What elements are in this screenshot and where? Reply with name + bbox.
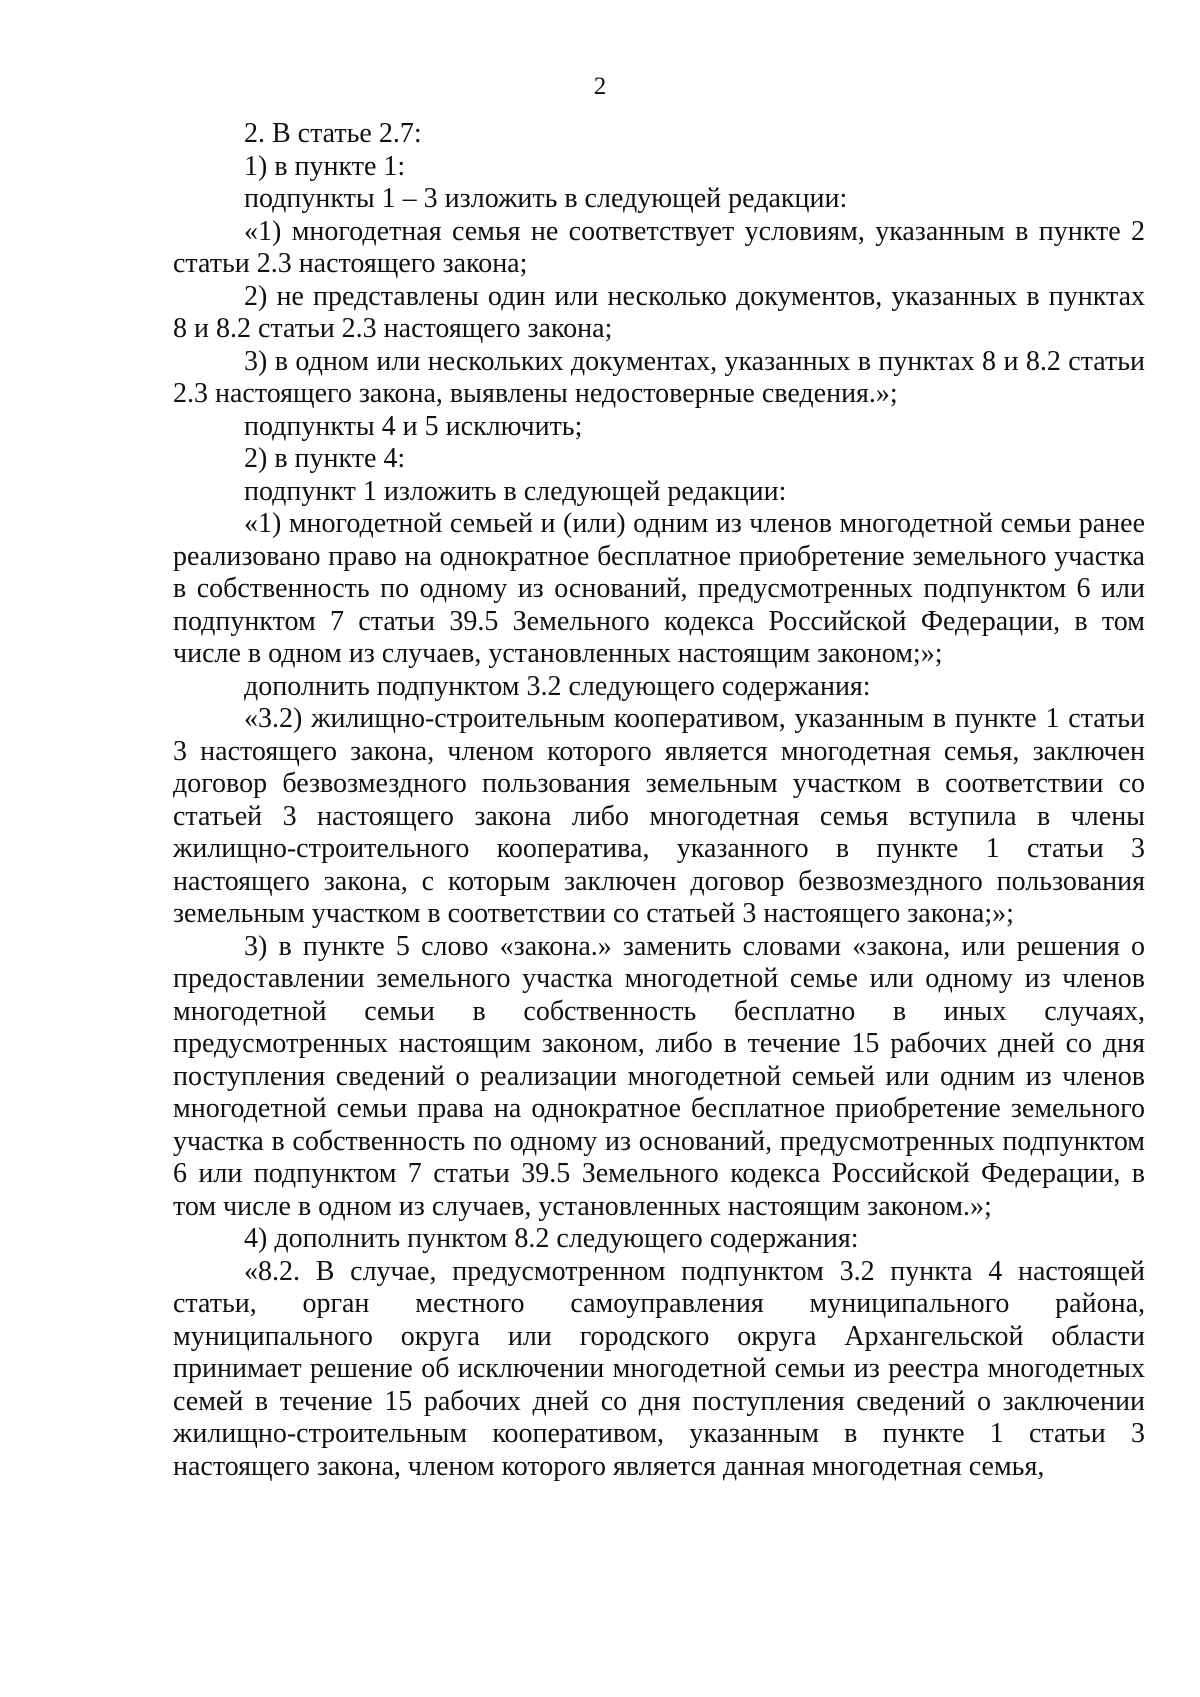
paragraph-subitem-1-intro: подпункт 1 изложить в следующей редакции:	[244, 475, 787, 507]
paragraph-subitems-4-5-exclude: подпункты 4 и 5 исключить;	[244, 410, 583, 442]
paragraph-item-4-heading: 2) в пункте 4:	[244, 443, 406, 474]
paragraph-subitems-1-3-intro: подпункты 1 – 3 изложить в следующей редакции:	[244, 183, 848, 214]
paragraph-subitem-3: 3) в одном или нескольких документах, указанных в пунктах 8 и 8.2 статьи 2.3 настоящего закона, выявлены недостоверные сведения.»;	[173, 345, 1145, 409]
paragraph-item-5-amendment: 3) в пункте 5 слово «закона.» заменить словами «закона, или решения о предоставлении земельного участка многодетной семье или одному из членов многодетной семьи в собственность бесплатно в иных случаях, предусмотренных настоящим законом, либо в течение 15 рабочих дней со дня поступления сведений о реализации многодетной семьей или одним из членов многодетной семьи права на однократное бесплатное приобретение земельного участка в собственность по одному из оснований, предусмотренных подпунктом 6 или подпунктом 7 статьи 39.5 Земельного кодекса Российской Федерации, в том числе в одном из случаев, установленных настоящим законом.»;	[173, 930, 1145, 1222]
paragraph-subitem-2: 2) не представлены один или несколько документов, указанных в пунктах 8 и 8.2 статьи 2.3 настоящего закона;	[173, 280, 1145, 344]
paragraph-new-subitem-1: «1) многодетной семьей и (или) одним из членов многодетной семьи ранее реализовано право на однократное бесплатное приобретение земельного участка в собственность по одному из оснований, предусмотренных подпунктом 6 или подпунктом 7 статьи 39.5 Земельного кодекса Российской Федерации, в том числе в одном из случаев, установленных настоящим законом;»;	[173, 508, 1145, 669]
paragraph-item-1-heading: 1) в пункте 1:	[244, 150, 406, 182]
page-number: 2	[593, 73, 607, 100]
paragraph-item-8-2-intro: 4) дополнить пунктом 8.2 следующего содержания:	[244, 1223, 859, 1254]
document-body	[173, 118, 1145, 1483]
paragraph-new-item-8-2: «8.2. В случае, предусмотренном подпунктом 3.2 пункта 4 настоящей статьи, орган местного самоуправления муниципального района, муниципального округа или городского округа Архангельской области принимает решение об исключении многодетной семьи из реестра многодетных семей в течение 15 рабочих дней со дня поступления сведений о заключении жилищно-строительным кооперативом, указанным в пункте 1 статьи 3 настоящего закона, членом которого является данная многодетная семья,	[173, 1255, 1145, 1482]
paragraph-new-subitem-3-2: «3.2) жилищно-строительным кооперативом, указанным в пункте 1 статьи 3 настоящего закона, членом которого является многодетная семья, заключен договор безвозмездного пользования земельным участком в соответствии со статьей 3 настоящего закона либо многодетная семья вступила в члены жилищно-строительного кооператива, указанного в пункте 1 статьи 3 настоящего закона, с которым заключен договор безвозмездного пользования земельным участком в соответствии со статьей 3 настоящего закона;»;	[173, 703, 1145, 929]
paragraph-subitem-1: «1) многодетная семья не соответствует условиям, указанным в пункте 2 статьи 2.3 настоящего закона;	[173, 215, 1145, 279]
paragraph-subitem-3-2-intro: дополнить подпунктом 3.2 следующего содержания:	[244, 670, 871, 702]
paragraph-article-heading: 2. В статье 2.7:	[244, 118, 422, 149]
